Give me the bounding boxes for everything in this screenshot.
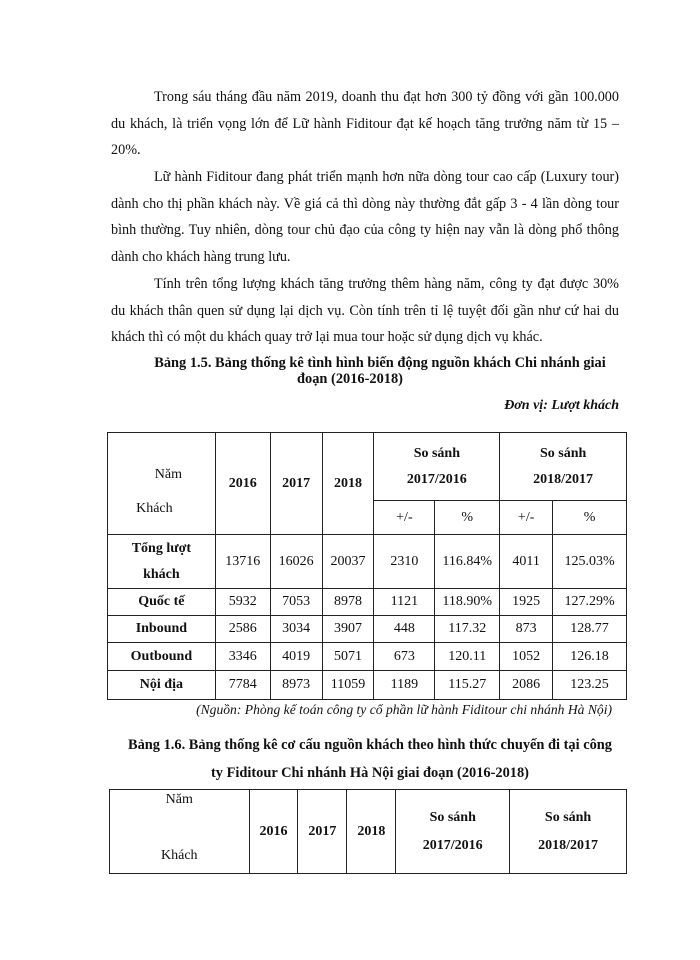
table-row bbox=[108, 616, 627, 643]
row-label-international: Quốc tế bbox=[108, 589, 216, 616]
table-cell: 2586 bbox=[215, 616, 270, 643]
table-row bbox=[108, 671, 627, 700]
table1-sub-diff-1: +/- bbox=[374, 501, 435, 535]
table2-corner-visitor: Khách bbox=[161, 848, 198, 863]
table-cell: 13716 bbox=[215, 535, 270, 589]
table-cell: 125.03% bbox=[553, 535, 627, 589]
table-visitor-changes bbox=[107, 432, 627, 700]
table1-compare1-label: So sánh bbox=[413, 445, 460, 461]
table1-sub-diff-2: +/- bbox=[500, 501, 553, 535]
table1-compare2-label: So sánh bbox=[539, 445, 587, 461]
table-row bbox=[108, 535, 627, 589]
table2-caption-line2: ty Fiditour Chi nhánh Hà Nội giai đoạn (2016-2018) bbox=[211, 765, 529, 781]
table1-year-2016: 2016 bbox=[215, 433, 270, 535]
table-cell: 123.25 bbox=[553, 671, 627, 700]
table-cell: 117.32 bbox=[435, 616, 500, 643]
table-cell: 20037 bbox=[322, 535, 374, 589]
table1-year-2017: 2017 bbox=[270, 433, 322, 535]
table2-year-2016: 2016 bbox=[249, 790, 298, 874]
table-cell: 127.29% bbox=[553, 589, 627, 616]
table-cell: 3907 bbox=[322, 616, 374, 643]
paragraph-2: Lữ hành Fiditour đang phát triển mạnh hơn nữa dòng tour cao cấp (Luxury tour) dành cho thị phần khách này. Về giá cả thì dòng này thường đắt gấp 3 - 4 lần dòng tour bình thường. Tuy nhiên, dòng tour chủ đạo của công ty hiện nay vẫn là dòng phổ thông dành cho khách hàng trung lưu. bbox=[111, 169, 619, 265]
table-cell: 5071 bbox=[322, 643, 374, 671]
row-label-domestic: Nội địa bbox=[108, 671, 216, 700]
table-cell: 1189 bbox=[374, 671, 435, 700]
table-cell: 7784 bbox=[215, 671, 270, 700]
table1-caption-line2: đoạn (2016-2018) bbox=[297, 371, 403, 387]
table-cell: 126.18 bbox=[553, 643, 627, 671]
table2-compare1-label: So sánh bbox=[429, 809, 476, 825]
table2-compare1-period: 2017/2016 bbox=[422, 837, 483, 853]
table-cell: 1121 bbox=[374, 589, 435, 616]
table-cell: 448 bbox=[374, 616, 435, 643]
table-cell: 8973 bbox=[270, 671, 322, 700]
table-cell: 5932 bbox=[215, 589, 270, 616]
table1-corner-cell bbox=[108, 433, 216, 535]
table2-compare2-period: 2018/2017 bbox=[538, 837, 598, 853]
table-cell: 11059 bbox=[322, 671, 374, 700]
table1-compare-2018-2017 bbox=[500, 433, 627, 501]
paragraph-1: Trong sáu tháng đầu năm 2019, doanh thu đạt hơn 300 tỷ đồng với gần 100.000 du khách, là triển vọng lớn để Lữ hành Fiditour đạt kế hoạch tăng trưởng năm từ 15 – 20%. bbox=[111, 89, 619, 159]
table1-corner-year: Năm bbox=[154, 467, 182, 482]
table-row bbox=[108, 589, 627, 616]
table-cell: 115.27 bbox=[435, 671, 500, 700]
table2-year-2017: 2017 bbox=[298, 790, 347, 874]
table-cell: 1052 bbox=[500, 643, 553, 671]
table2-corner-year: Năm bbox=[165, 792, 193, 807]
table1-compare1-period: 2017/2016 bbox=[406, 471, 467, 487]
row-label-inbound: Inbound bbox=[108, 616, 216, 643]
table-cell: 118.90% bbox=[435, 589, 500, 616]
table1-compare2-period: 2018/2017 bbox=[533, 471, 594, 487]
table-cell: 128.77 bbox=[553, 616, 627, 643]
table-cell: 8978 bbox=[322, 589, 374, 616]
unit-label: Đơn vị: Lượt khách bbox=[504, 398, 619, 413]
table-cell: 3034 bbox=[270, 616, 322, 643]
table1-sub-pct-1: % bbox=[435, 501, 500, 535]
row-label-total: Tổng lượt khách bbox=[108, 535, 216, 589]
table-cell: 116.84% bbox=[435, 535, 500, 589]
table2-compare2-label: So sánh bbox=[544, 809, 592, 825]
table-cell: 4011 bbox=[500, 535, 553, 589]
table-cell: 4019 bbox=[270, 643, 322, 671]
table-cell: 7053 bbox=[270, 589, 322, 616]
table-cell: 3346 bbox=[215, 643, 270, 671]
table1-sub-pct-2: % bbox=[553, 501, 627, 535]
row-label-outbound: Outbound bbox=[108, 643, 216, 671]
table1-caption-line1: Bảng 1.5. Bảng thống kê tình hình biến động nguồn khách Chi nhánh giai bbox=[154, 355, 606, 371]
table-cell: 1925 bbox=[500, 589, 553, 616]
table2-compare-2018-2017 bbox=[510, 790, 627, 874]
table2-compare-2017-2016 bbox=[396, 790, 510, 874]
table-cell: 120.11 bbox=[435, 643, 500, 671]
table1-year-2018: 2018 bbox=[322, 433, 374, 535]
table-cell: 2086 bbox=[500, 671, 553, 700]
table-cell: 2310 bbox=[374, 535, 435, 589]
table2-corner-cell bbox=[110, 790, 250, 874]
table-row bbox=[108, 643, 627, 671]
paragraph-3: Tính trên tổng lượng khách tăng trưởng thêm hàng năm, công ty đạt được 30% du khách thân quen sử dụng lại dịch vụ. Còn tính trên tỉ lệ tuyệt đối gần như cứ hai du khách thì có một du khách quay trở lại mua tour hoặc sử dụng dịch vụ khác. bbox=[111, 276, 619, 346]
table-cell: 873 bbox=[500, 616, 553, 643]
table-cell: 16026 bbox=[270, 535, 322, 589]
table-visitor-structure bbox=[109, 789, 627, 874]
table1-corner-visitor: Khách bbox=[136, 501, 173, 516]
table-cell: 673 bbox=[374, 643, 435, 671]
table2-year-2018: 2018 bbox=[347, 790, 396, 874]
table2-caption-line1: Bảng 1.6. Bảng thống kê cơ cấu nguồn khách theo hình thức chuyến đi tại công bbox=[127, 737, 612, 753]
table1-source-note: (Nguồn: Phòng kế toán công ty cổ phần lữ hành Fiditour chi nhánh Hà Nội) bbox=[196, 702, 612, 717]
table1-compare-2017-2016 bbox=[374, 433, 500, 501]
